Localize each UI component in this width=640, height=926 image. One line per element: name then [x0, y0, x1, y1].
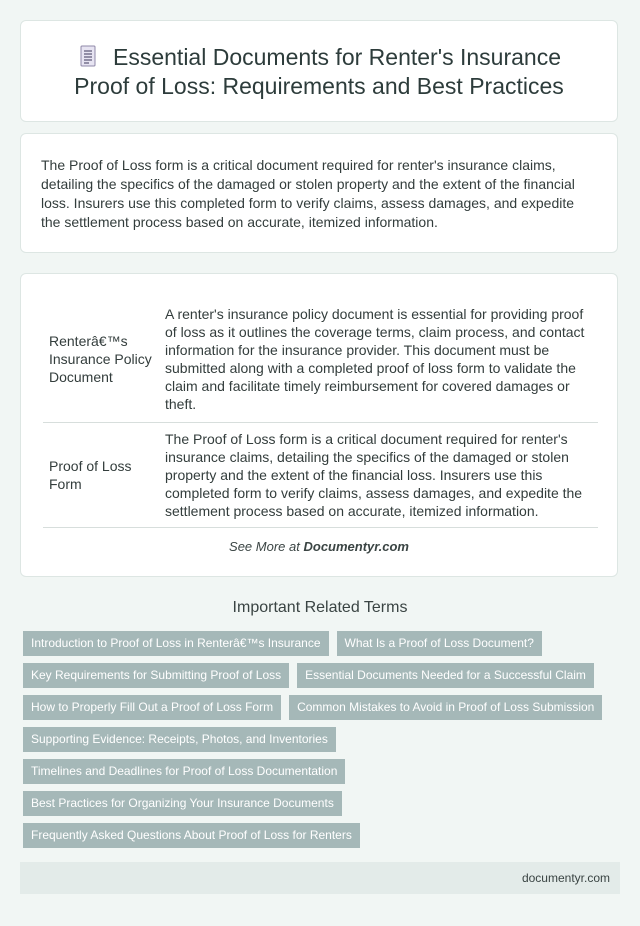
tag-row [23, 695, 610, 720]
document-label: Proof of Loss Form [43, 423, 159, 528]
document-icon [77, 45, 99, 67]
tag-row [23, 823, 368, 848]
related-term-tag[interactable]: Frequently Asked Questions About Proof of Loss for Renters [23, 823, 360, 848]
related-term-tag[interactable]: How to Properly Fill Out a Proof of Loss Form [23, 695, 281, 720]
document-description: The Proof of Loss form is a critical document required for renter's insurance claims, detailing the specifics of the damaged or stolen property and the extent of the financial loss. Insurers use this completed form to verify claims, assess damages, and expedite the settlement process based on accurate, itemized information. [159, 423, 598, 528]
tag-row [23, 727, 344, 752]
title-text: Essential Documents for Renter's Insurance Proof of Loss: Requirements and Best Practices [74, 44, 564, 99]
related-terms-heading: Important Related Terms [232, 599, 408, 616]
page-title [21, 21, 617, 101]
related-term-tag[interactable]: Timelines and Deadlines for Proof of Loss Documentation [23, 759, 345, 784]
related-term-tag[interactable]: Best Practices for Organizing Your Insurance Documents [23, 791, 342, 816]
document-label: Renterâ€™s Insurance Policy Document [43, 296, 159, 423]
footer-site-link[interactable]: documentyr.com [521, 871, 610, 885]
title-card [20, 20, 618, 122]
related-term-tag[interactable]: Key Requirements for Submitting Proof of Loss [23, 663, 289, 688]
see-more-link[interactable] [21, 539, 617, 554]
related-term-tag[interactable]: What Is a Proof of Loss Document? [337, 631, 542, 656]
related-term-tag[interactable]: Supporting Evidence: Receipts, Photos, and Inventories [23, 727, 336, 752]
intro-text: The Proof of Loss form is a critical document required for renter's insurance claims, detailing the specifics of the damaged or stolen property and the extent of the financial loss. Insurers use this completed form to verify claims, assess damages, and expedite the settlement process based on accurate, itemized information. [41, 157, 575, 230]
tag-row [23, 631, 550, 656]
documents-table [43, 296, 598, 528]
related-term-tag[interactable]: Introduction to Proof of Loss in Renterâ€™s Insurance [23, 631, 329, 656]
tag-row [23, 759, 353, 784]
table-row [43, 423, 598, 528]
footer [20, 862, 620, 894]
related-term-tag[interactable]: Essential Documents Needed for a Successful Claim [297, 663, 594, 688]
tag-row [23, 791, 350, 816]
documents-card [20, 273, 618, 577]
intro-card [20, 133, 618, 253]
document-description: A renter's insurance policy document is essential for providing proof of loss as it outlines the coverage terms, claim process, and contact information for the insurance provider. This document must be submitted along with a completed proof of loss form to validate the claim and facilitate timely reimbursement for covered damages or theft. [159, 296, 598, 423]
see-more-prefix: See More at [229, 539, 300, 554]
related-term-tag[interactable]: Common Mistakes to Avoid in Proof of Loss Submission [289, 695, 602, 720]
tag-row [23, 663, 602, 688]
see-more-site: Documentyr.com [303, 539, 409, 554]
table-row [43, 296, 598, 423]
